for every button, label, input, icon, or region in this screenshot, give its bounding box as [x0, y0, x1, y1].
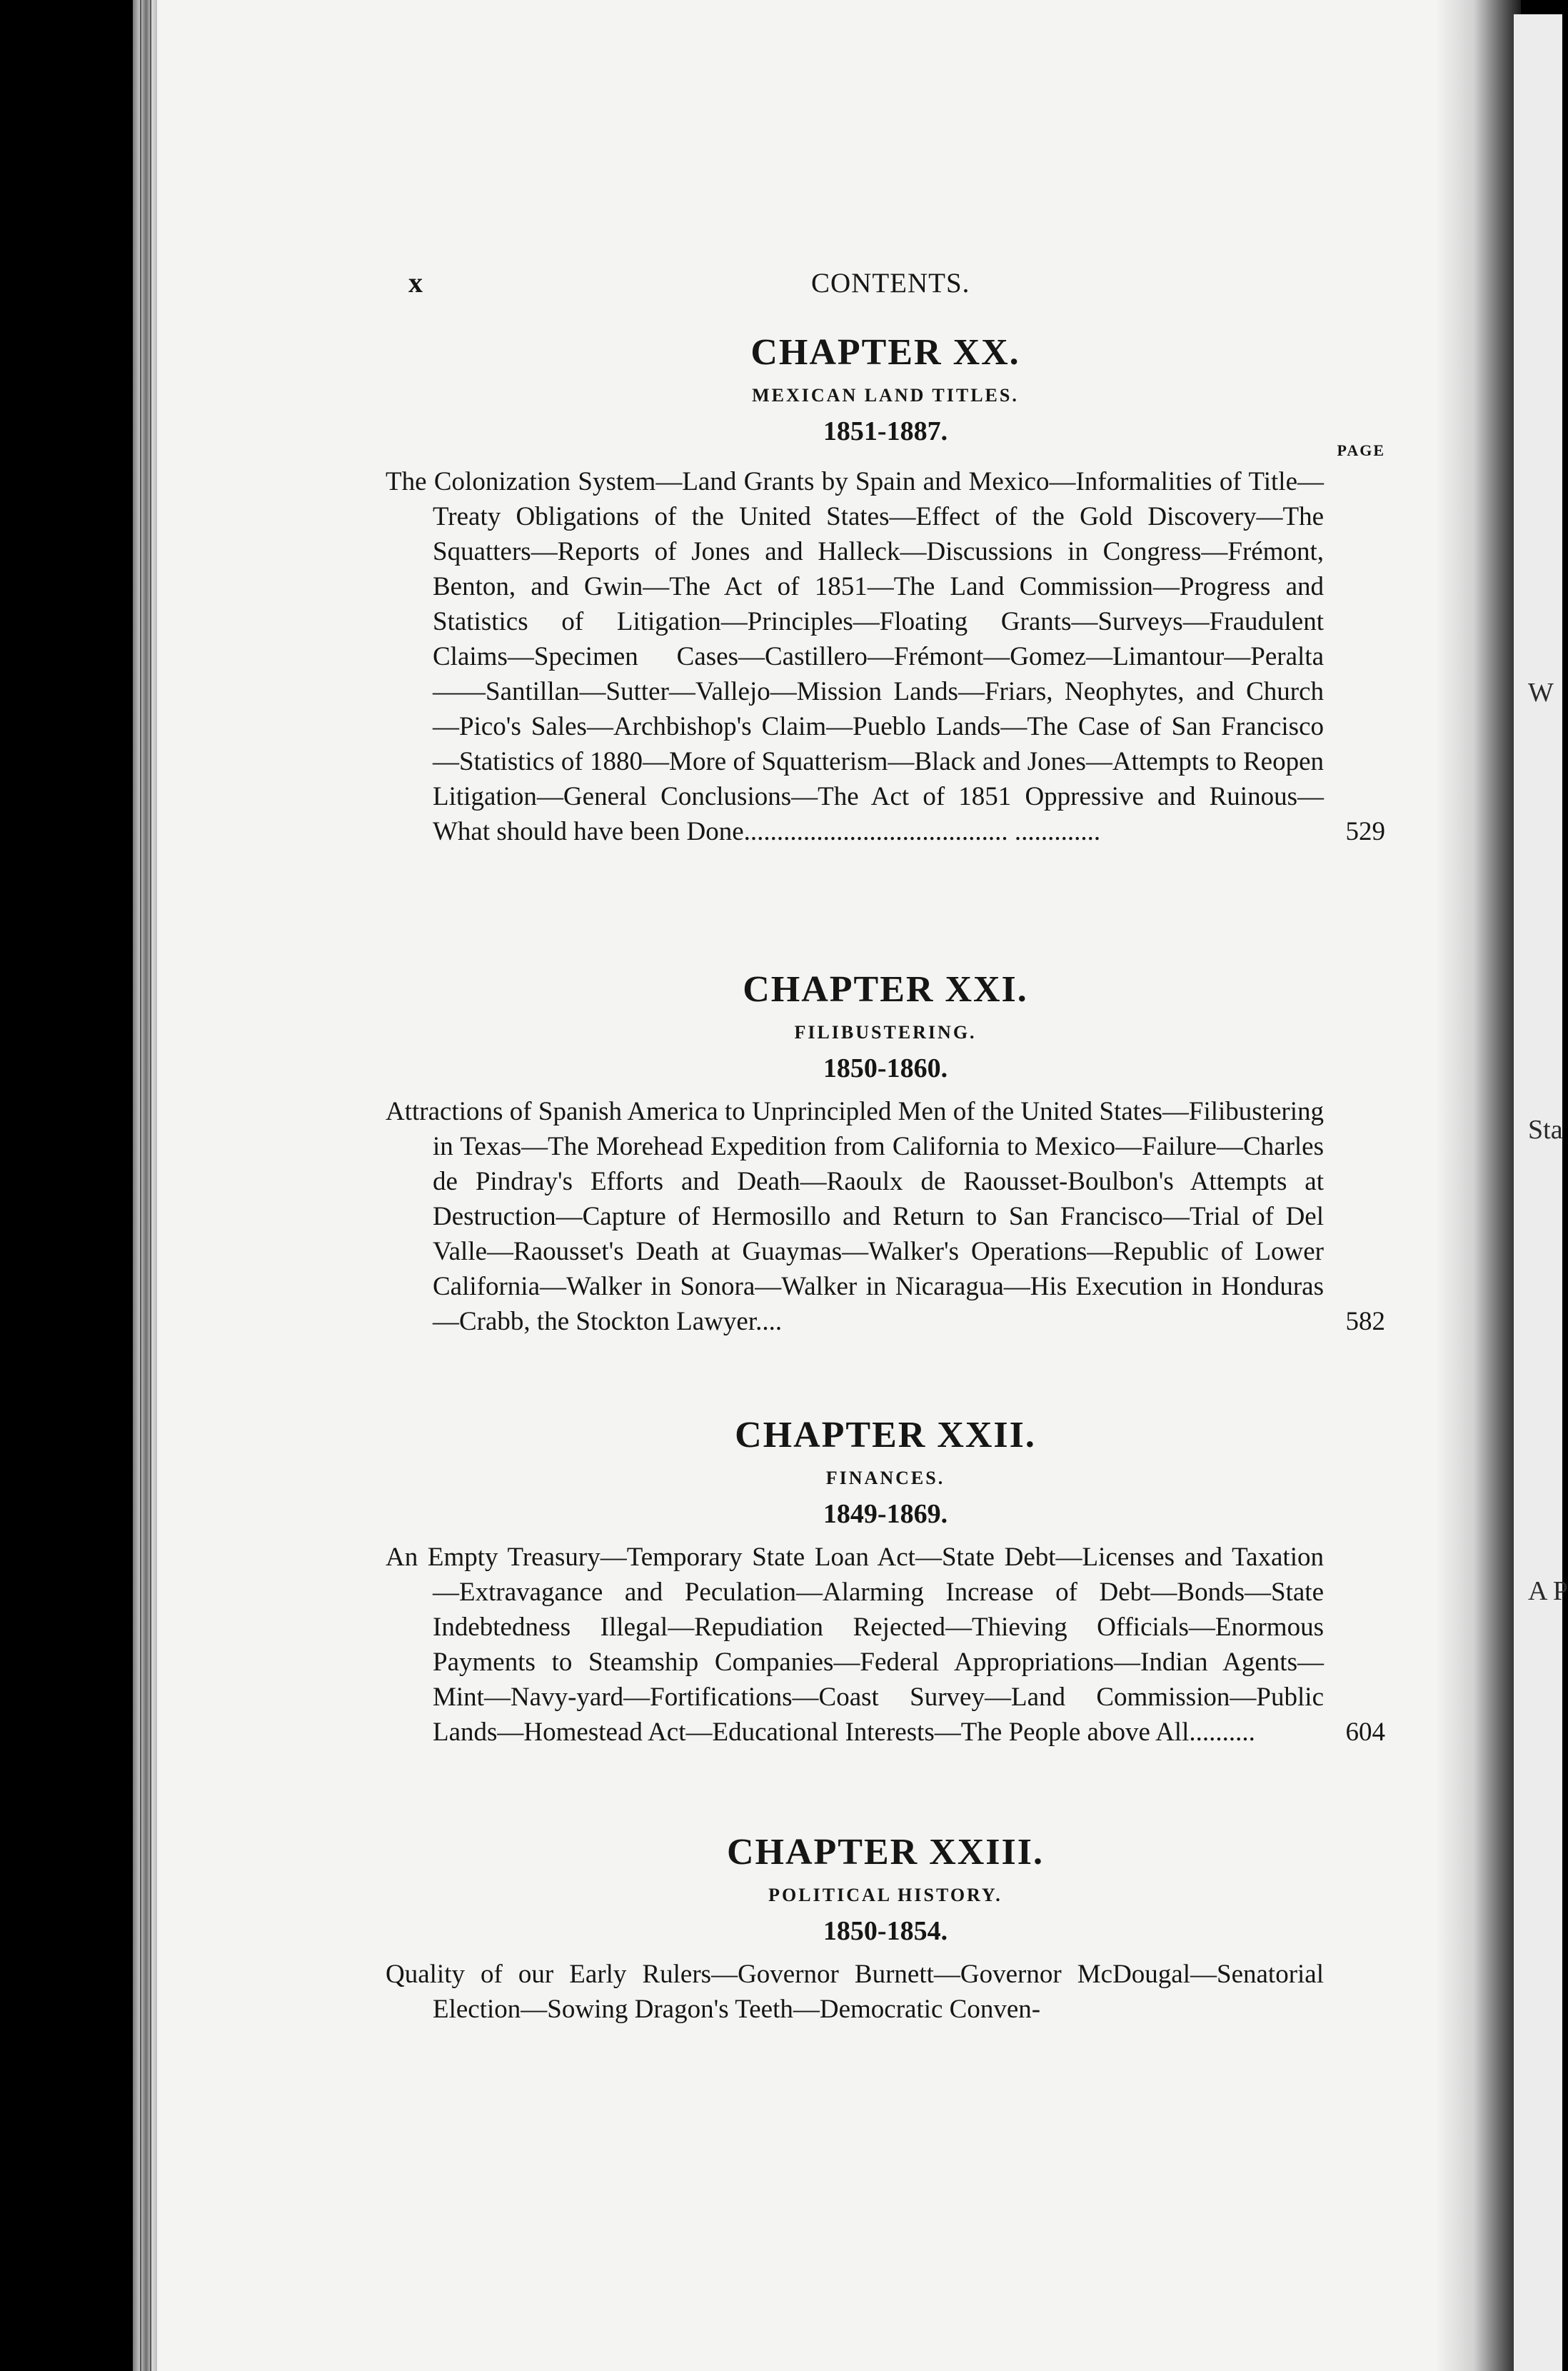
chapter-page-number: 529	[1345, 817, 1385, 846]
chapter-summary	[386, 464, 1385, 849]
chapter-summary	[386, 1094, 1385, 1339]
chapter-summary	[386, 1957, 1385, 2027]
chapter-title: CHAPTER XXIII.	[726, 1832, 1045, 1873]
chapter-dates: 1849-1869.	[823, 1499, 948, 1529]
chapter-summary-text: The Colonization System—Land Grants by Spain and Mexico—Informalities of Title—Treaty Obligations of the United States—Effect of the Gold Discovery—The Squatters—Reports of Jones and Halleck—Discussions in Congress—Frémont, Benton, and Gwin—The Act of 1851—The Land Commission—Progress and Statistics of Litigation—Principles—Floating Grants—Surveys—Fraudulent Claims—Specimen Cases—Castillero—Frémont—Gomez—Limantour—Peralta——Santillan—Sutter—Vallejo—Mission Lands—Friars, Neophytes, and Church—Pico's Sales—Archbishop's Claim—Pueblo Lands—The Case of San Francisco—Statistics of 1880—More of Squatterism—Black and Jones—Attempts to Reopen Litigation—General Conclusions—The Act of 1851 Oppressive and Ruinous—What should have been Done........................................ .............	[386, 467, 1324, 846]
facing-page-text-fragment: W	[1528, 678, 1554, 708]
facing-page-text-fragment: A P	[1528, 1576, 1568, 1606]
chapter-subject: FILIBUSTERING.	[794, 1022, 977, 1043]
chapter-summary-text: An Empty Treasury—Temporary State Loan Act—State Debt—Licenses and Taxation—Extravagance and Peculation—Alarming Increase of Debt—Bonds—State Indebtedness Illegal—Repudiation Rejected—Thieving Officials—Enormous Payments to Steamship Companies—Federal Appropriations—Indian Agents—Mint—Navy-yard—Fortifications—Coast Survey—Land Commission—Public Lands—Homestead Act—Educational Interests—The People above All..........	[386, 1543, 1324, 1747]
facing-page-edge	[1514, 14, 1562, 2371]
chapter-dates: 1850-1854.	[823, 1916, 948, 1946]
book-binding-edge	[133, 0, 157, 2371]
chapter-summary	[386, 1540, 1385, 1750]
chapter-dates: 1851-1887.	[823, 416, 948, 446]
chapter-entry	[386, 968, 1385, 1339]
chapter-title: CHAPTER XX.	[750, 332, 1020, 373]
chapter-summary-text: Quality of our Early Rulers—Governor Burnett—Governor McDougal—Senatorial Election—Sowing Dragon's Teeth—Democratic Conven-	[386, 1960, 1324, 2024]
page-column-label: PAGE	[1337, 441, 1385, 459]
chapter-title: CHAPTER XXII.	[735, 1415, 1036, 1455]
chapter-subject: FINANCES.	[825, 1468, 945, 1488]
facing-page-text-fragment: Sta	[1528, 1115, 1563, 1145]
chapter-subject: POLITICAL HISTORY.	[768, 1885, 1002, 1905]
binding-rule	[140, 0, 141, 2371]
chapter-subject: MEXICAN LAND TITLES.	[752, 385, 1019, 406]
chapter-entry	[386, 1831, 1385, 2027]
page-gutter-shadow	[1435, 0, 1521, 2371]
chapter-dates: 1850-1860.	[823, 1053, 948, 1083]
chapter-summary-text: Attractions of Spanish America to Unprincipled Men of the United States—Filibustering in Texas—The Morehead Expedition from California to Mexico—Failure—Charles de Pindray's Efforts and Death—Raoulx de Raousset-Boulbon's Attempts at Destruction—Capture of Hermosillo and Return to San Francisco—Trial of Del Valle—Raousset's Death at Guaymas—Walker's Operations—Republic of Lower California—Walker in Sonora—Walker in Nicaragua—His Execution in Honduras—Crabb, the Stockton Lawyer....	[386, 1097, 1324, 1336]
chapter-title: CHAPTER XXI.	[743, 969, 1028, 1010]
chapter-entry	[386, 331, 1385, 849]
chapter-page-number: 604	[1345, 1718, 1385, 1747]
binding-rule	[150, 0, 151, 2371]
running-head-title: CONTENTS.	[811, 268, 970, 299]
page-folio: x	[408, 266, 423, 299]
chapter-page-number: 582	[1345, 1307, 1385, 1336]
chapter-entry	[386, 1414, 1385, 1750]
